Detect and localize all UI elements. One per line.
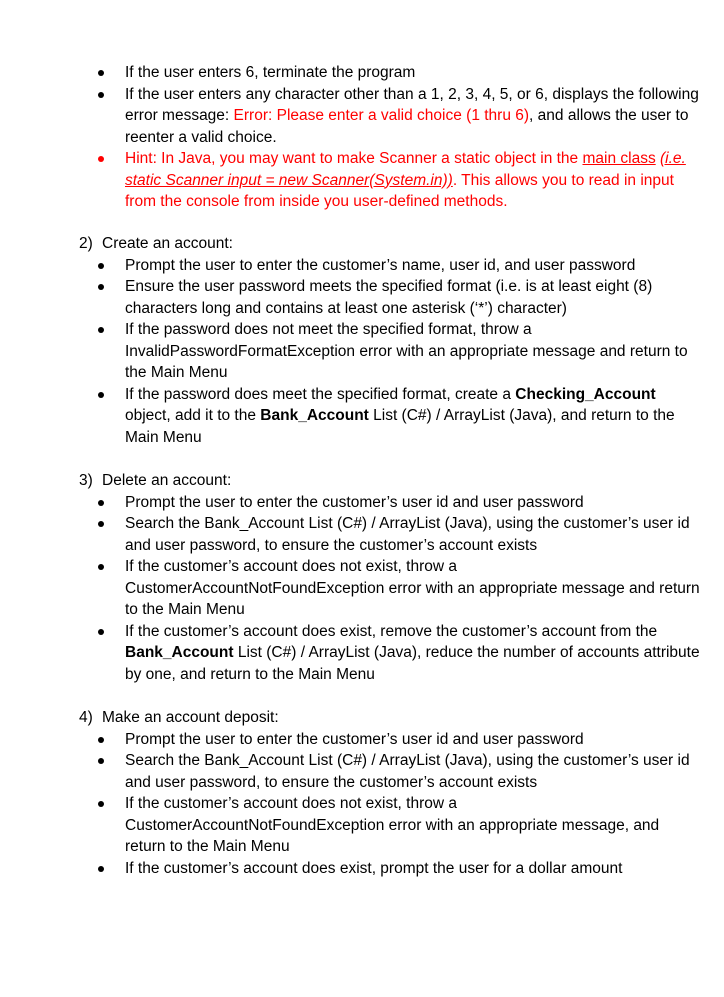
section-heading: 3) Delete an account: [79, 472, 232, 489]
list-item: Search the Bank_Account List (C#) / ArrayList (Java), using the customer’s user id and user password, to ensure the customer’s account exists [0, 513, 724, 556]
error-message-text: Error: Please enter a valid choice (1 thru 6) [233, 107, 530, 124]
list-item: If the customer’s account does exist, prompt the user for a dollar amount [0, 858, 724, 880]
list-item: Search the Bank_Account List (C#) / ArrayList (Java), using the customer’s user id and user password, to ensure the customer’s account exists [0, 750, 724, 793]
list-item: Prompt the user to enter the customer’s name, user id, and user password [0, 255, 724, 277]
list-item: If the customer’s account does not exist, throw a CustomerAccountNotFoundException error with an appropriate message, and return to the Main Menu [0, 793, 724, 858]
section-heading: 2) Create an account: [79, 235, 233, 252]
main-class-underlined: main class [582, 150, 656, 167]
list-item: If the user enters any character other than a 1, 2, 3, 4, 5, or 6, displays the following error message: Error: Please enter a valid choice (1 thru 6), and allows the user to reenter a valid choice. [0, 84, 724, 149]
list-item: If the customer’s account does exist, remove the customer’s account from the Bank_Account List (C#) / ArrayList (Java), reduce the number of accounts attribute by one, and return to the Main Menu [0, 621, 724, 686]
section-make-deposit [0, 707, 724, 879]
hint-item: Hint: In Java, you may want to make Scanner a static object in the main class (i.e. static Scanner input = new Scanner(System.in)). This allows you to read in input from the console from inside you user-defined methods. [0, 148, 724, 213]
section-create-account [0, 233, 724, 448]
list-item: If the password does not meet the specified format, throw a InvalidPasswordFormatException error with an appropriate message and return to the Main Menu [0, 319, 724, 384]
scanner-code-underlined: (i.e. static Scanner input = new Scanner(System.in)) [125, 150, 686, 189]
list-item: If the password does meet the specified format, create a Checking_Account object, add it to the Bank_Account List (C#) / ArrayList (Java), and return to the Main Menu [0, 384, 724, 449]
section-heading: 4) Make an account deposit: [79, 709, 279, 726]
list-item: Ensure the user password meets the specified format (i.e. is at least eight (8) characters long and contains at least one asterisk (‘*’) character) [0, 276, 724, 319]
section-delete-account [0, 470, 724, 685]
list-item: If the user enters 6, terminate the program [0, 62, 724, 84]
menu-spec-continuation [0, 62, 724, 213]
list-item: Prompt the user to enter the customer’s user id and user password [0, 729, 724, 751]
list-item: If the customer’s account does not exist, throw a CustomerAccountNotFoundException error with an appropriate message and return to the Main Menu [0, 556, 724, 621]
list-item: Prompt the user to enter the customer’s user id and user password [0, 492, 724, 514]
